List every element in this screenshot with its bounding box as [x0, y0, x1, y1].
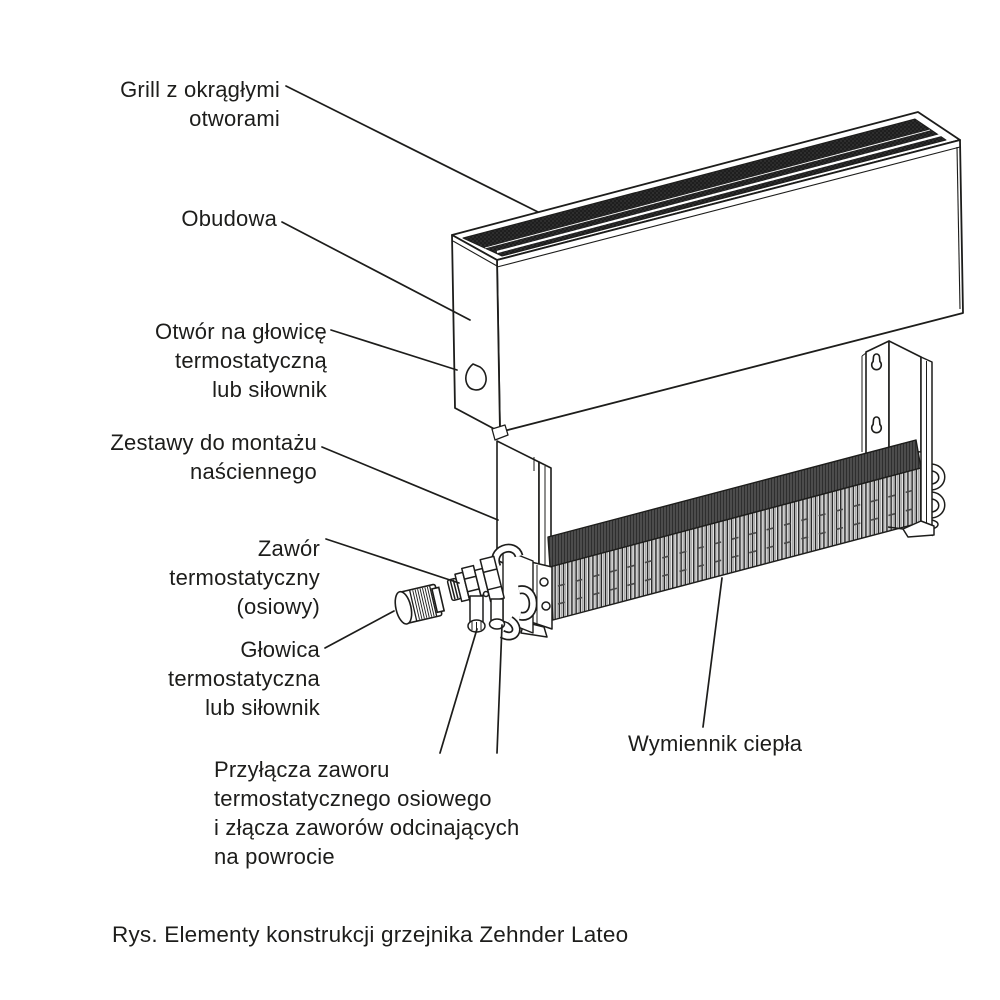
label-line: Przyłącza zaworu [214, 757, 390, 782]
label-line: (osiowy) [236, 594, 320, 619]
thermostatic-valve-assembly [444, 548, 533, 636]
label-line: naściennego [190, 459, 317, 484]
label-line: Zawór [257, 536, 320, 561]
label-line: Wymiennik ciepła [628, 731, 803, 756]
label-grill [120, 75, 280, 133]
u-bend-tube [932, 464, 945, 490]
label-line: i złącza zaworów odcinających [214, 815, 520, 840]
label-line: lub siłownik [205, 695, 320, 720]
label-line: termostatycznego osiowego [214, 786, 492, 811]
leader-przylacza-2 [497, 625, 502, 753]
keyhole-slot [872, 417, 882, 433]
casing-left-face [452, 235, 500, 432]
leader-wymiennik [703, 578, 722, 727]
label-line: Głowica [240, 637, 320, 662]
leader-przylacza-1 [440, 629, 477, 753]
leader-zawor [326, 539, 459, 583]
leader-glowica [325, 611, 394, 648]
label-przylacza [214, 755, 519, 871]
label-line: Obudowa [181, 206, 277, 231]
figure-caption: Rys. Elementy konstrukcji grzejnika Zehnder Lateo [112, 922, 629, 947]
label-line: Otwór na głowicę [155, 319, 327, 344]
label-otwor [155, 317, 327, 404]
label-obudowa [181, 204, 277, 233]
leader-zestawy [322, 447, 498, 520]
u-bend-tube [932, 492, 945, 518]
label-line: termostatyczna [168, 666, 320, 691]
label-zawor [169, 534, 320, 621]
label-wymiennik [628, 729, 802, 758]
heat-exchanger [548, 440, 923, 620]
label-line: termostatyczną [175, 348, 327, 373]
label-line: Grill z okrągłymi [120, 77, 280, 102]
leader-obudowa [282, 222, 470, 320]
label-line: na powrocie [214, 844, 335, 869]
label-line: Zestawy do montażu [110, 430, 317, 455]
label-line: termostatyczny [169, 565, 320, 590]
label-line: otworami [189, 106, 280, 131]
thermostatic-head [392, 583, 445, 626]
label-line: lub siłownik [212, 377, 327, 402]
label-zestawy [110, 428, 317, 486]
label-glowica [168, 635, 320, 722]
leader-grill [286, 86, 538, 212]
keyhole-slot [872, 354, 882, 370]
leader-otwor [331, 330, 457, 370]
